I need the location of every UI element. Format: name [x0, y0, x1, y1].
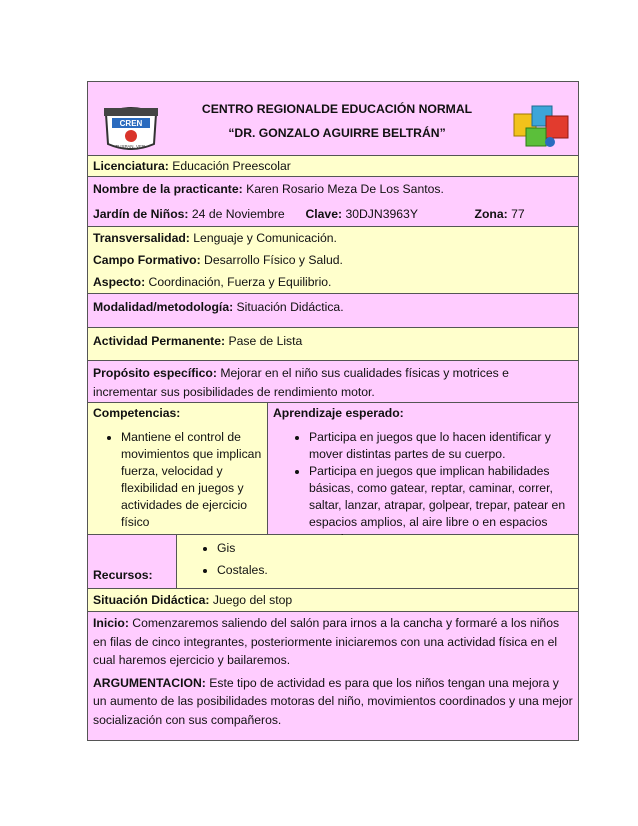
proposito-label: Propósito específico:	[93, 366, 217, 380]
list-item: • Mantiene el control de movimientos que implican fuerza, velocidad y flexibilidad en juegos y actividades de ejercicio físico	[121, 429, 262, 531]
practicante-label: Nombre de la practicante:	[93, 182, 243, 196]
aspecto-label: Aspecto:	[93, 275, 146, 289]
jardin-label: Jardín de Niños:	[93, 207, 189, 221]
list-item: • Participa en juegos que implican habilidades básicas, como gatear, reptar, caminar, correr, saltar, lanzar, atrapar, golpear, trepar, patear en espacios amplios, al aire libre o en espacios	[309, 463, 573, 548]
list-item: • Gis	[217, 537, 573, 559]
clave-label: Clave:	[305, 207, 343, 221]
inicio-argumentacion-block	[88, 612, 578, 740]
document-header	[88, 82, 578, 156]
competencias-list	[93, 429, 262, 531]
licenciatura-value: Educación Preescolar	[168, 159, 291, 173]
recursos-label-cell	[88, 535, 177, 588]
situacion-row	[88, 589, 578, 612]
modalidad-value: Situación Didáctica.	[233, 300, 344, 314]
campo-value: Desarrollo Físico y Salud.	[200, 253, 343, 267]
proposito-row	[88, 361, 578, 403]
argumentacion-label: ARGUMENTACION:	[93, 675, 206, 690]
modalidad-row	[88, 294, 578, 328]
practicante-block	[88, 177, 578, 227]
clave-value: 30DJN3963Y	[342, 207, 418, 221]
institution-subtitle: “DR. GONZALO AGUIRRE BELTRÁN”	[228, 126, 446, 140]
inicio-paragraph	[93, 614, 573, 670]
practicante-value: Karen Rosario Meza De Los Santos.	[242, 182, 444, 196]
zona-value: 77	[507, 207, 525, 221]
competencias-aprendizaje-row	[88, 403, 578, 535]
jardin-value: 24 de Noviembre	[188, 207, 285, 221]
actividad-label: Actividad Permanente:	[93, 334, 226, 348]
inicio-value: Comenzaremos saliendo del salón para irnos a la cancha y formaré a los niños en filas de cinco integrantes, posteriormente iniciaremos con una actividad física en el cual haremos ejercicio y bailaremos.	[93, 616, 560, 667]
argumentacion-value: Este tipo de actividad es para que los niños tengan una mejora y un aumento de las posibilidades motoras del niño, movimientos coordinados y una mejor socialización con sus compañeros.	[93, 675, 573, 727]
institution-title: CENTRO REGIONALDE EDUCACIÓN NORMAL	[201, 102, 473, 116]
logo-text: CREN	[119, 119, 143, 128]
argumentacion-paragraph	[93, 674, 573, 730]
recursos-list	[177, 537, 573, 581]
modalidad-label: Modalidad/metodología:	[93, 300, 234, 314]
licenciatura-label: Licenciatura:	[93, 159, 169, 173]
list-item: • Participa en juegos que lo hacen identificar y mover distintas partes de su cuerpo.	[309, 429, 573, 463]
toy-blocks-icon	[510, 104, 570, 148]
aprendizaje-cell	[268, 403, 578, 534]
recursos-label: Recursos:	[93, 568, 153, 582]
transversalidad-value: Lenguaje y Comunicación.	[189, 231, 337, 245]
practicante-row	[93, 180, 573, 198]
zona-label: Zona:	[474, 207, 508, 221]
inicio-label: Inicio:	[93, 616, 129, 630]
competencias-label: Competencias:	[93, 406, 181, 420]
transversalidad-label: Transversalidad:	[93, 231, 190, 245]
list-item: • Costales.	[217, 559, 573, 581]
recursos-row	[88, 535, 578, 589]
licenciatura-row	[88, 156, 578, 177]
aprendizaje-list	[273, 429, 573, 548]
jardin-row	[93, 205, 573, 223]
situacion-value: Juego del stop	[209, 593, 293, 607]
lesson-plan-table	[87, 81, 579, 741]
aspecto-row	[93, 273, 573, 291]
actividad-row	[88, 328, 578, 361]
campo-label: Campo Formativo:	[93, 253, 201, 267]
competencias-cell	[88, 403, 268, 534]
logo-subtext: TUXPAN, VER.	[115, 144, 147, 149]
transversalidad-row	[93, 229, 573, 247]
aspecto-value: Coordinación, Fuerza y Equilibrio.	[145, 275, 332, 289]
campo-row	[93, 251, 573, 269]
aprendizaje-label: Aprendizaje esperado:	[273, 406, 404, 420]
actividad-value: Pase de Lista	[225, 334, 303, 348]
situacion-label: Situación Didáctica:	[93, 593, 210, 607]
transversalidad-block	[88, 227, 578, 294]
proposito-value: Mejorar en el niño sus cualidades físicas y motrices e incrementar sus posibilidades de rendimiento motor.	[93, 366, 509, 399]
recursos-list-cell	[177, 535, 578, 588]
